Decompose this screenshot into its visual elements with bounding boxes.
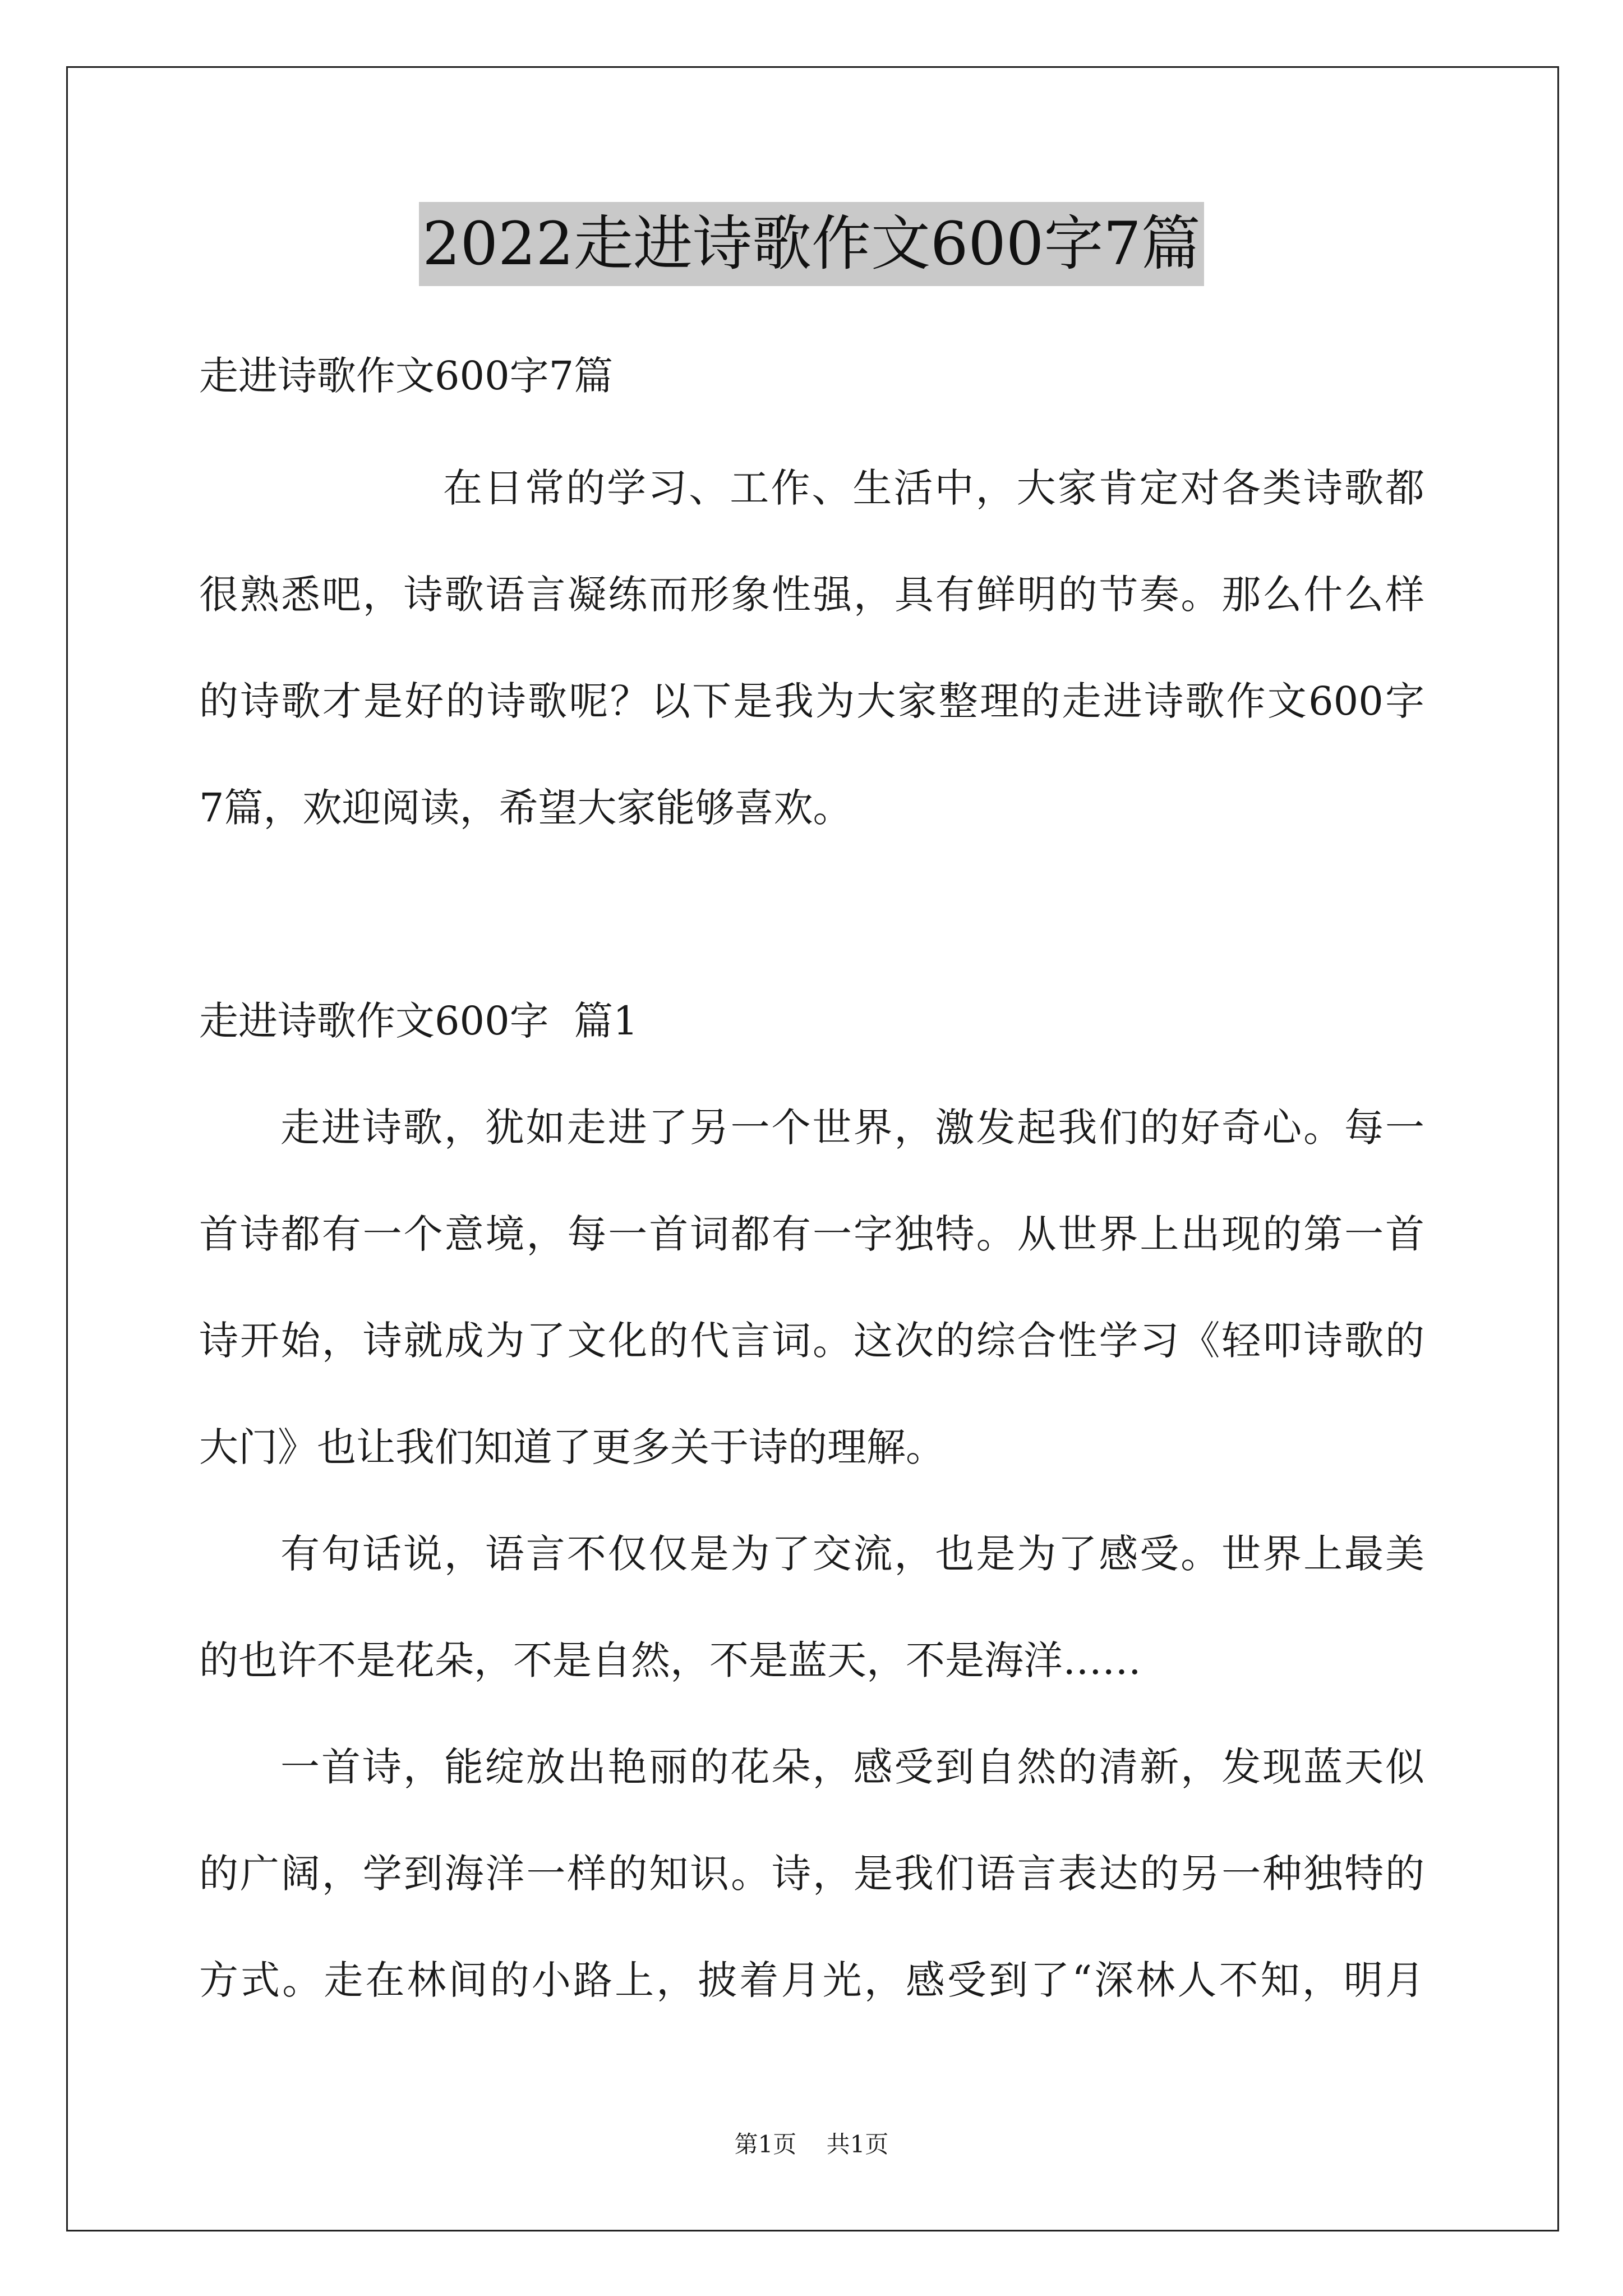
document-title: 2022走进诗歌作文600字7篇 [419, 202, 1204, 286]
page-footer: 第1页 共1页 [734, 2131, 889, 2158]
section-heading: 走进诗歌作文600字 篇1 [199, 998, 638, 1044]
body-line: 走进诗歌，犹如走进了另一个世界，激发起我们的好奇心。每一 [280, 1105, 1424, 1151]
body-line: 的也许不是花朵，不是自然，不是蓝天，不是海洋…… [199, 1637, 1141, 1683]
body-line: 一首诗，能绽放出艳丽的花朵，感受到自然的清新，发现蓝天似 [280, 1744, 1424, 1790]
intro-line: 在日常的学习、工作、生活中，大家肯定对各类诗歌都 [443, 465, 1424, 511]
intro-line: 很熟悉吧，诗歌语言凝练而形象性强，具有鲜明的节奏。那么什么样 [199, 572, 1424, 618]
body-line: 方式。走在林间的小路上，披着月光，感受到了“深林人不知，明月 [199, 1957, 1424, 2003]
intro-line: 7篇，欢迎阅读，希望大家能够喜欢。 [199, 785, 852, 831]
intro-line: 的诗歌才是好的诗歌呢？以下是我为大家整理的走进诗歌作文600字 [199, 678, 1424, 724]
title-container [0, 202, 1623, 286]
body-line: 大门》也让我们知道了更多关于诗的理解。 [199, 1424, 945, 1470]
body-line: 诗开始，诗就成为了文化的代言词。这次的综合性学习《轻叩诗歌的 [199, 1318, 1424, 1364]
body-line: 的广阔，学到海洋一样的知识。诗，是我们语言表达的另一种独特的 [199, 1851, 1424, 1897]
body-line: 有句话说，语言不仅仅是为了交流，也是为了感受。世界上最美 [280, 1531, 1424, 1577]
body-line: 首诗都有一个意境，每一首词都有一字独特。从世界上出现的第一首 [199, 1211, 1424, 1257]
document-subtitle: 走进诗歌作文600字7篇 [199, 353, 614, 399]
